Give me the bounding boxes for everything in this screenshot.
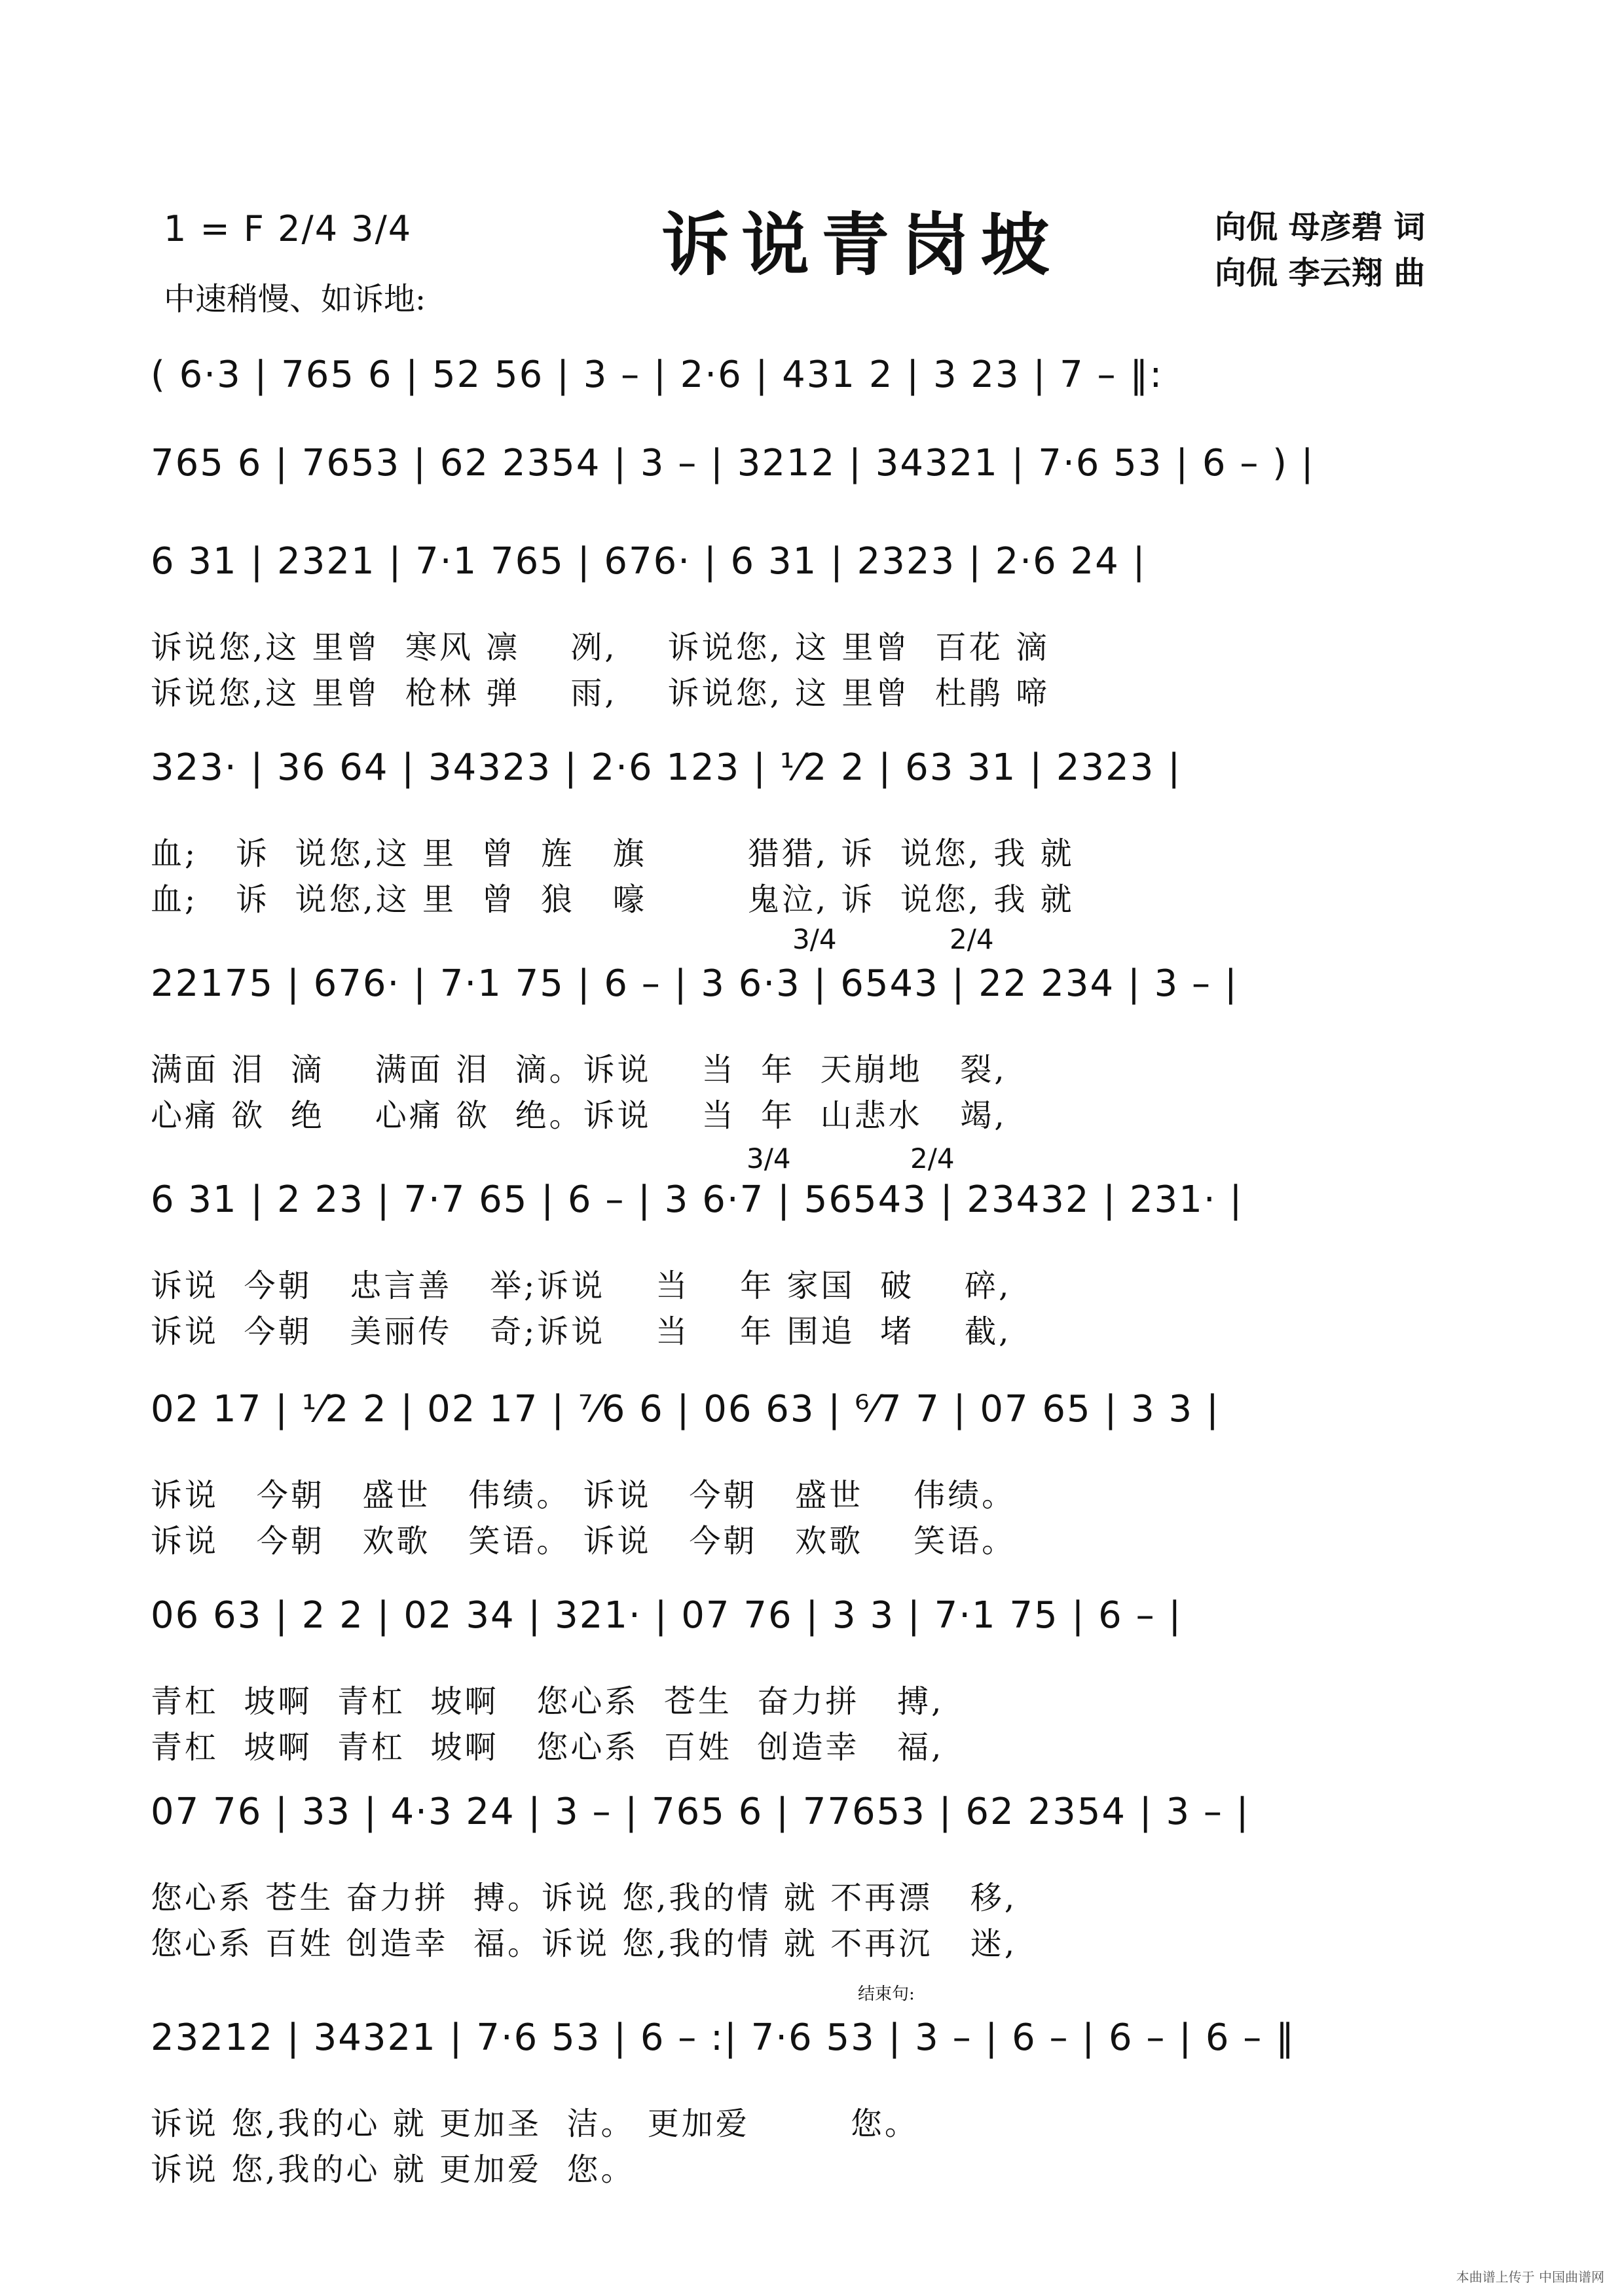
time-signature-change: 2/4 <box>910 1142 955 1175</box>
footer-credit: 本曲谱上传于 中国曲谱网 <box>1456 2269 1604 2285</box>
jianpu-notes: 765 6 | 7653 | 62 2354 | 3 – | 3212 | 34321 | 7·6 53 | 6 – ) | <box>151 442 1315 484</box>
lyric-verse-1: 青杠 坡啊 青杠 坡啊 您心系 苍生 奋力拼 搏, <box>151 1683 944 1720</box>
time-signature-change: 3/4 <box>792 923 837 955</box>
lyric-verse-1: 诉说 您,我的心 就 更加圣 洁。 更加爱 您。 <box>151 2105 919 2142</box>
lyric-verse-2: 青杠 坡啊 青杠 坡啊 您心系 百姓 创造幸 福, <box>151 1729 944 1766</box>
jianpu-notes: 323· | 36 64 | 34323 | 2·6 123 | ¹⁄2 2 | 63 31 | 2323 | <box>151 746 1182 789</box>
jianpu-notes: 06 63 | 2 2 | 02 34 | 321· | 07 76 | 3 3 | 7·1 75 | 6 – | <box>151 1594 1183 1637</box>
notation-line <box>151 442 1480 501</box>
lyric-verse-2: 您心系 百姓 创造幸 福。诉说 您,我的情 就 不再沉 迷, <box>151 1925 1018 1962</box>
notation-line <box>151 962 1480 1021</box>
notation-line <box>151 1594 1480 1653</box>
notation-line <box>151 2016 1480 2075</box>
notation-line <box>151 1791 1480 1850</box>
tempo-marking: 中速稍慢、如诉地: <box>164 281 426 318</box>
lyric-verse-1: 血; 诉 说您,这 里 曾 旌 旗 猎猎, 诉 说您, 我 就 <box>151 835 1075 872</box>
lyric-verse-2: 心痛 欲 绝 心痛 欲 绝。诉说 当 年 山悲水 竭, <box>151 1097 1007 1134</box>
jianpu-notes: ( 6·3 | 765 6 | 52 56 | 3 – | 2·6 | 431 2 | 3 23 | 7 – ‖: <box>151 354 1164 396</box>
jianpu-notes: 07 76 | 33 | 4·3 24 | 3 – | 765 6 | 77653 | 62 2354 | 3 – | <box>151 1791 1250 1833</box>
jianpu-notes: 02 17 | ¹⁄2 2 | 02 17 | ⁷⁄6 6 | 06 63 | ⁶⁄7 7 | 07 65 | 3 3 | <box>151 1388 1220 1430</box>
notation-line <box>151 746 1480 805</box>
lyric-verse-1: 满面 泪 滴 满面 泪 滴。诉说 当 年 天崩地 裂, <box>151 1051 1007 1088</box>
lyric-verse-1: 诉说您,这 里曾 寒风 凛 冽, 诉说您, 这 里曾 百花 滴 <box>151 629 1050 666</box>
jianpu-notes: 6 31 | 2 23 | 7·7 65 | 6 – | 3 6·7 | 56543 | 23432 | 231· | <box>151 1178 1244 1221</box>
notation-line <box>151 540 1480 599</box>
notation-line <box>151 1178 1480 1237</box>
lyric-verse-2: 诉说您,这 里曾 枪林 弹 雨, 诉说您, 这 里曾 杜鹃 啼 <box>151 675 1050 712</box>
time-signature-change: 3/4 <box>747 1142 791 1175</box>
lyric-verse-1: 您心系 苍生 奋力拼 搏。诉说 您,我的情 就 不再漂 移, <box>151 1880 1018 1916</box>
composer-credit: 向侃 李云翔 曲 <box>1215 255 1426 291</box>
jianpu-notes: 23212 | 34321 | 7·6 53 | 6 – :| 7·6 53 | 3 – | 6 – | 6 – | 6 – ‖ <box>151 2016 1296 2059</box>
lyric-verse-2: 血; 诉 说您,这 里 曾 狼 嚎 鬼泣, 诉 说您, 我 就 <box>151 881 1075 918</box>
lyric-verse-1: 诉说 今朝 忠言善 举;诉说 当 年 家国 破 碎, <box>151 1267 1012 1304</box>
key-signature: 1 = F 2/4 3/4 <box>164 208 413 249</box>
lyric-verse-2: 诉说 您,我的心 就 更加爱 您。 <box>151 2151 635 2188</box>
jianpu-notes: 22175 | 676· | 7·1 75 | 6 – | 3 6·3 | 6543 | 22 234 | 3 – | <box>151 962 1238 1005</box>
song-title: 诉说青岗坡 <box>661 204 1061 285</box>
lyric-verse-1: 诉说 今朝 盛世 伟绩。 诉说 今朝 盛世 伟绩。 <box>151 1477 1016 1514</box>
notation-line <box>151 1388 1480 1447</box>
notation-line <box>151 354 1480 412</box>
lyric-verse-2: 诉说 今朝 欢歌 笑语。 诉说 今朝 欢歌 笑语。 <box>151 1523 1016 1559</box>
ending-label: 结束句: <box>858 1984 915 2004</box>
jianpu-notes: 6 31 | 2321 | 7·1 765 | 676· | 6 31 | 2323 | 2·6 24 | <box>151 540 1147 583</box>
lyric-verse-2: 诉说 今朝 美丽传 奇;诉说 当 年 围追 堵 截, <box>151 1313 1012 1350</box>
time-signature-change: 2/4 <box>950 923 994 955</box>
lyricist-credit: 向侃 母彦碧 词 <box>1215 209 1426 246</box>
